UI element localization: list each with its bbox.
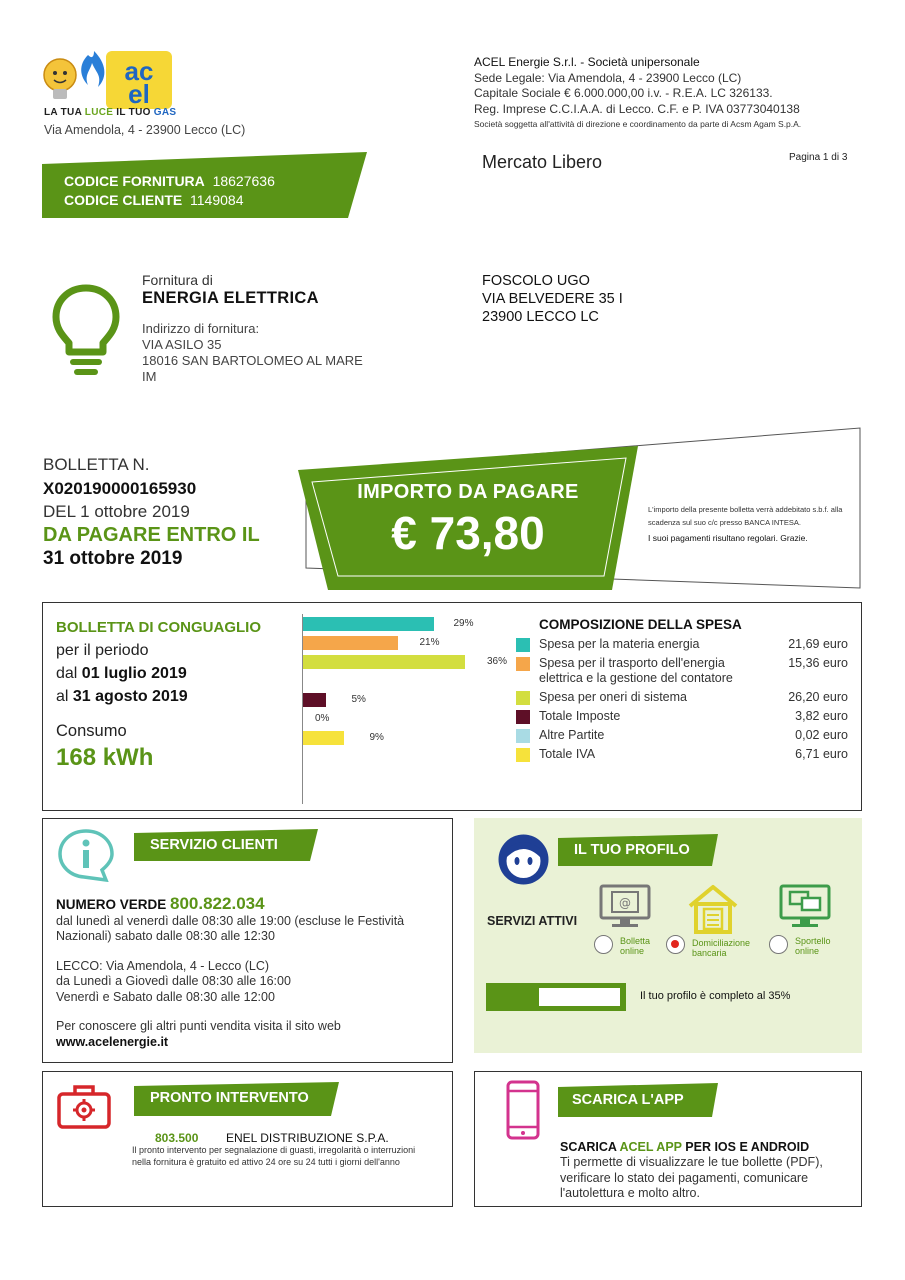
app-download-line: SCARICA ACEL APP PER IOS E ANDROID [560, 1140, 810, 1154]
online-desk-radio[interactable] [769, 935, 788, 954]
bill-label: BOLLETTA N. [43, 455, 150, 474]
office-address: LECCO: Via Amendola, 4 - Lecco (LC) [56, 958, 270, 973]
chart-bar [303, 731, 344, 745]
svg-text:ac: ac [124, 56, 154, 86]
legend-label: Totale Imposte [539, 709, 621, 723]
svg-text:el: el [128, 79, 150, 109]
legend-amount: 26,20 euro [788, 690, 848, 704]
chart-bar [303, 617, 434, 631]
period-from: 01 luglio 2019 [81, 665, 187, 682]
legend-amount: 0,02 euro [795, 728, 848, 742]
consumption-value: 168 kWh [56, 744, 154, 771]
legend-amount: 15,36 euro [788, 656, 848, 670]
online-desk-icon [778, 884, 832, 930]
legend-amount: 6,71 euro [795, 747, 848, 761]
info-icon [56, 828, 116, 882]
emergency-provider: ENEL DISTRIBUZIONE S.P.A. [226, 1131, 389, 1145]
supply-address-line: 18016 SAN BARTOLOMEO AL MARE [142, 353, 363, 368]
app-description: Ti permette di visualizzare le tue bollette (PDF), verificare lo stato dei pagamenti, comunicare l'autolettura e molto altro. [560, 1155, 823, 1200]
app-name[interactable]: ACEL APP [619, 1140, 682, 1154]
customer-service-title: SERVIZIO CLIENTI [150, 837, 278, 853]
period-to-label: al [56, 688, 73, 705]
legend-label: Totale IVA [539, 747, 596, 761]
lightbulb-icon [50, 282, 122, 378]
payment-note-text: L'importo della presente bolletta verrà addebitato s.b.f. alla scadenza sul suo c/c presso BANCA INTESA. [648, 505, 843, 527]
legend-label: Spesa per il trasporto dell'energia elettrica e la gestione del contatore [539, 656, 733, 685]
supply-info [142, 271, 432, 385]
company-info [474, 55, 801, 133]
legend-amount: 21,69 euro [788, 637, 848, 651]
legend-swatch [516, 710, 530, 724]
emergency-number[interactable]: 803.500 [155, 1131, 199, 1145]
bill-date: DEL 1 ottobre 2019 [43, 502, 190, 521]
direct-debit-radio[interactable] [666, 935, 685, 954]
chart-bar-label: 21% [419, 637, 440, 648]
company-line: Società soggetta all'attività di direzione e coordinamento da parte di Acsm Agam S.p.A. [474, 119, 802, 129]
market-type: Mercato Libero [482, 152, 603, 172]
profile-progress-remaining [539, 988, 620, 1006]
legend-swatch [516, 729, 530, 743]
office-hours: Venerdì e Sabato dalle 08:30 alle 12:00 [56, 989, 275, 1004]
legend-swatch [516, 748, 530, 762]
selected-dot [671, 940, 679, 948]
recipient-address [482, 272, 623, 326]
legend-amount: 3,82 euro [795, 709, 848, 723]
chart-bar-label: 29% [453, 618, 474, 629]
company-address: Via Amendola, 4 - 23900 Lecco (LC) [44, 123, 246, 137]
toll-free-number[interactable]: 800.822.034 [170, 894, 265, 913]
bill-type: BOLLETTA DI CONGUAGLIO [56, 619, 261, 636]
bank-direct-debit-icon [686, 884, 740, 934]
profile-progress-bar [486, 983, 626, 1011]
online-bill-radio[interactable] [594, 935, 613, 954]
emergency-description: Il pronto intervento per segnalazione di guasti, irregolarità o interruzioni nella fornitura è gratuito ed attivo 24 ore su 24 tutti i giorni dell'anno [132, 1145, 416, 1167]
logo-tagline: LA TUA LUCE IL TUO GAS [44, 107, 177, 118]
emergency-title: PRONTO INTERVENTO [150, 1090, 309, 1106]
customer-service-text [56, 896, 436, 1050]
office-hours: da Lunedì a Giovedì dalle 08:30 alle 16:00 [56, 974, 291, 988]
chart-bar-label: 9% [369, 732, 384, 743]
recipient-street: VIA BELVEDERE 35 I [482, 291, 623, 307]
toolbox-icon [56, 1082, 112, 1130]
cliente-code: 1149084 [190, 192, 244, 208]
direct-debit-label: Domiciliazione bancaria [692, 938, 751, 958]
online-desk-label: Sportello online [795, 936, 831, 956]
chart-bar [303, 655, 465, 669]
service-hours: dal lunedì al venerdì dalle 08:30 alle 19:00 (escluse le Festività Nazionali) sabato dalle 08:30 alle 12:30 [56, 913, 405, 943]
fornitura-code-label: CODICE FORNITURA [64, 173, 205, 189]
amount-label: IMPORTO DA PAGARE [357, 481, 579, 503]
company-line: Sede Legale: Via Amendola, 4 - 23900 Lecco (LC) [474, 70, 742, 85]
period-from-label: dal [56, 665, 82, 682]
app-title: SCARICA L'APP [572, 1092, 684, 1108]
recipient-city: 23900 LECCO LC [482, 309, 599, 325]
due-label: DA PAGARE ENTRO IL [43, 523, 260, 546]
legend-label: Spesa per oneri di sistema [539, 690, 687, 704]
recipient-name: FOSCOLO UGO [482, 273, 590, 289]
chart-bar [303, 636, 398, 650]
period-info [56, 616, 296, 708]
supply-address-line: VIA ASILO 35 [142, 337, 222, 352]
online-bill-icon [598, 884, 652, 930]
company-line: Capitale Sociale € 6.000.000,00 i.v. - R.E.A. LC 326133. [474, 86, 773, 100]
smartphone-icon [505, 1080, 541, 1140]
chart-bar-label: 36% [487, 656, 508, 667]
payment-note [648, 503, 848, 545]
consumption-label: Consumo [56, 722, 127, 740]
chart-bar-label: 0% [315, 713, 330, 724]
period-to: 31 agosto 2019 [72, 688, 188, 705]
more-info-text: Per conoscere gli altri punti vendita visita il sito web [56, 1019, 341, 1033]
bill-number: X020190000165930 [43, 478, 197, 498]
supply-address-label: Indirizzo di fornitura: [142, 321, 260, 336]
active-services-label: SERVIZI ATTIVI [487, 914, 578, 928]
cliente-code-label: CODICE CLIENTE [64, 192, 183, 208]
legend-swatch [516, 691, 530, 705]
legend-swatch [516, 657, 530, 671]
website-link[interactable]: www.acelenergie.it [56, 1034, 169, 1049]
online-bill-label: Bolletta online [620, 936, 651, 956]
legend-label: Altre Partite [539, 728, 605, 742]
chart-bar-label: 5% [351, 694, 366, 705]
supply-address-line: IM [142, 369, 157, 384]
bill-info [43, 453, 303, 571]
codes [64, 172, 275, 210]
svg-text:@: @ [619, 896, 631, 910]
legend-swatch [516, 638, 530, 652]
supply-intro: Fornitura di [142, 272, 213, 288]
page-number: Pagina 1 di 3 [789, 152, 848, 163]
period-label: per il periodo [56, 642, 149, 659]
profile-progress-label: Il tuo profilo è completo al 35% [640, 990, 791, 1002]
toll-free-label: NUMERO VERDE [56, 897, 171, 912]
amount-value: € 73,80 [391, 507, 545, 559]
supply-type: ENERGIA ELETTRICA [142, 289, 319, 307]
fornitura-code: 18627636 [212, 173, 275, 189]
user-face-icon [496, 832, 551, 887]
company-name: ACEL Energie S.r.l. - Società unipersonale [474, 55, 700, 69]
due-date: 31 ottobre 2019 [43, 548, 183, 569]
profile-title: IL TUO PROFILO [574, 842, 690, 858]
chart-title: COMPOSIZIONE DELLA SPESA [539, 617, 742, 632]
chart-bar [303, 693, 326, 707]
payment-status: I suoi pagamenti risultano regolari. Grazie. [648, 533, 808, 543]
legend-label: Spesa per la materia energia [539, 637, 700, 651]
company-line: Reg. Imprese C.C.I.A.A. di Lecco. C.F. e P. IVA 03773040138 [474, 101, 800, 116]
